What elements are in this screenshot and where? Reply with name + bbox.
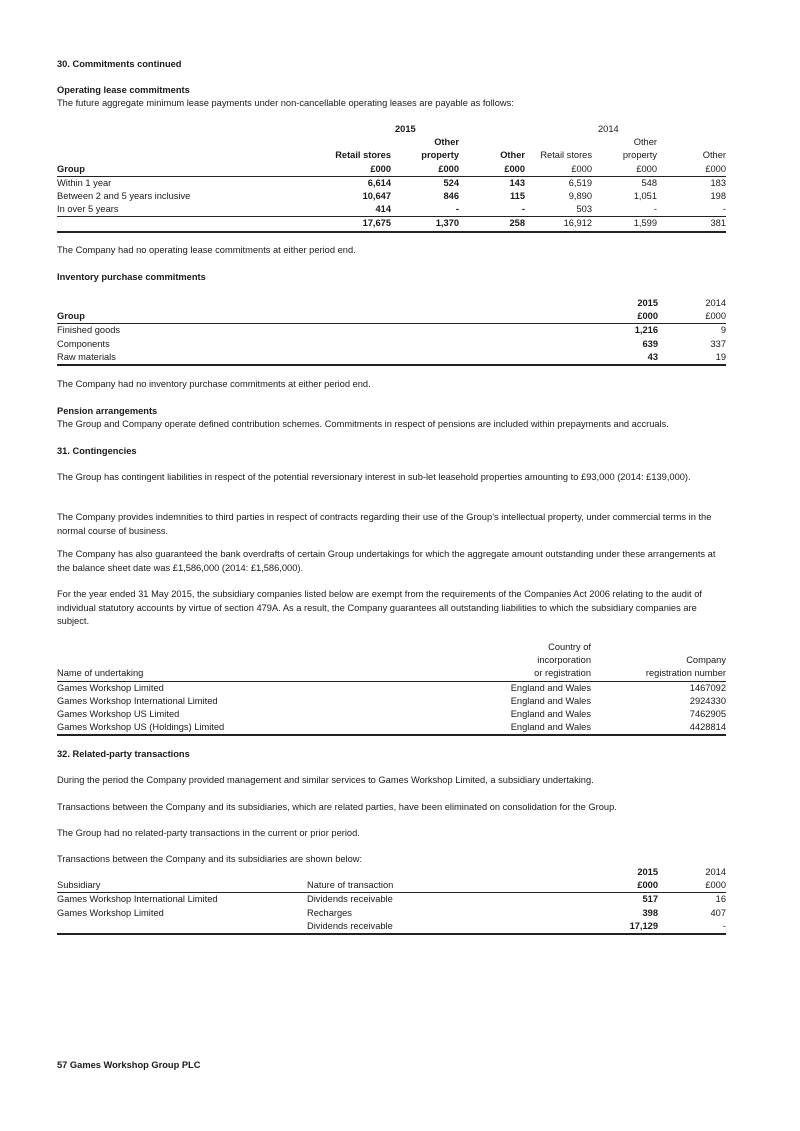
unit-label: £000 xyxy=(592,163,657,177)
cell-value: - xyxy=(653,204,657,215)
table-row xyxy=(57,351,726,365)
row-label: Raw materials xyxy=(57,351,116,362)
col-header: Other xyxy=(633,137,657,148)
contingency-para-3: The Company has also guaranteed the bank overdrafts of certain Group undertakings for which the aggregate amount outstanding under these arrangements at the balance sheet date was £1,586,000 (2014: £1,586,000). xyxy=(57,549,716,573)
cell-value: 17,129 xyxy=(629,920,658,931)
cell-value: 407 xyxy=(710,907,726,918)
year-2015-label: 2015 xyxy=(395,124,416,134)
operating-company-note: The Company had no operating lease commitments at either period end. xyxy=(57,245,356,255)
cell-value: 2924330 xyxy=(689,695,726,706)
cell-value: 183 xyxy=(710,177,726,188)
cell-value: Dividends receivable xyxy=(307,894,393,905)
cell-value: 43 xyxy=(647,351,658,362)
cell-value: - xyxy=(521,204,525,215)
cell-value: 9 xyxy=(720,325,726,336)
note-31-heading: 31. Contingencies xyxy=(57,446,137,456)
contingency-para-1: The Group has contingent liabilities in respect of the potential reversionary interest in sub-let leasehold properties amounting to £93,000 (2014: £139,000). xyxy=(57,472,691,482)
unit-label: £000 xyxy=(459,163,525,177)
row-label: Finished goods xyxy=(57,325,121,336)
table-row xyxy=(57,907,726,920)
col-header: Name of undertaking xyxy=(57,667,477,681)
col-header: or registration xyxy=(477,667,591,681)
note-32-heading: 32. Related-party transactions xyxy=(57,749,190,759)
col-header: Other xyxy=(500,150,525,161)
cell-value: 414 xyxy=(375,204,391,215)
cell-value: Games Workshop Limited xyxy=(57,907,164,918)
cell-value: Dividends receivable xyxy=(307,920,393,931)
unit-label: £000 xyxy=(590,310,658,324)
cell-value: 1467092 xyxy=(689,682,726,693)
table-row xyxy=(57,893,726,907)
col-header: Nature of transaction xyxy=(307,879,590,893)
pension-text: The Group and Company operate defined contribution schemes. Commitments in respect of pensions are included within prepayments and accruals. xyxy=(57,419,669,429)
row-label: Within 1 year xyxy=(57,177,112,188)
cell-value: Games Workshop International Limited xyxy=(57,695,218,706)
col-header: Retail stores xyxy=(335,150,391,161)
cell-value: Recharges xyxy=(307,907,352,918)
inventory-company-note: The Company had no inventory purchase commitments at either period end. xyxy=(57,379,371,389)
col-header: property xyxy=(622,150,657,161)
related-party-table xyxy=(57,866,726,935)
unit-label: £000 xyxy=(391,163,459,177)
total-value: 1,599 xyxy=(592,217,657,232)
cell-value: 7462905 xyxy=(689,709,726,720)
row-label: Components xyxy=(57,338,110,349)
unit-label: £000 xyxy=(289,163,391,177)
cell-value xyxy=(57,920,307,934)
cell-value: Games Workshop International Limited xyxy=(57,894,218,905)
cell-value: 1,051 xyxy=(633,191,657,202)
cell-value: England and Wales xyxy=(510,682,591,693)
col-header: incorporation xyxy=(537,655,591,666)
cell-value: 198 xyxy=(710,191,726,202)
col-header: property xyxy=(421,150,459,161)
year-header: 2015 xyxy=(637,867,658,877)
cell-value: 503 xyxy=(576,204,592,215)
row-label: Group xyxy=(57,310,590,324)
cell-value: 524 xyxy=(443,177,459,188)
cell-value: Games Workshop Limited xyxy=(57,682,164,693)
table-row xyxy=(57,176,726,190)
related-party-para-3: The Group had no related-party transactions in the current or prior period. xyxy=(57,828,360,838)
unit-label: £000 xyxy=(658,879,726,893)
cell-value: 115 xyxy=(510,191,525,202)
table-row xyxy=(57,708,726,721)
table-row xyxy=(57,203,726,217)
col-header: Retail stores xyxy=(540,150,592,161)
col-header: Other xyxy=(434,137,459,148)
inventory-table xyxy=(57,297,726,366)
total-value: 17,675 xyxy=(289,217,391,232)
row-label: Group xyxy=(57,163,289,177)
table-row xyxy=(57,721,726,735)
related-party-para-2: Transactions between the Company and its subsidiaries, which are related parties, have been eliminated on consolidation for the Group. xyxy=(57,802,617,812)
related-party-para-4: Transactions between the Company and its subsidiaries are shown below: xyxy=(57,854,363,864)
col-header: Country of xyxy=(548,642,591,652)
cell-value: - xyxy=(722,920,726,931)
cell-value: 19 xyxy=(715,351,726,362)
cell-value: 639 xyxy=(642,338,658,349)
cell-value: 398 xyxy=(642,907,658,918)
total-value: 258 xyxy=(459,217,525,232)
note-30-heading: 30. Commitments continued xyxy=(57,59,182,69)
cell-value: 846 xyxy=(443,191,459,202)
cell-value: 4428814 xyxy=(689,722,726,733)
cell-value: 143 xyxy=(509,177,525,188)
cell-value: - xyxy=(722,204,726,215)
total-value: 1,370 xyxy=(391,217,459,232)
cell-value: 548 xyxy=(641,177,657,188)
table-row xyxy=(57,190,726,203)
total-value: 381 xyxy=(657,217,726,232)
page-footer: 57 Games Workshop Group PLC xyxy=(57,1060,201,1070)
table-row xyxy=(57,920,726,934)
cell-value: England and Wales xyxy=(510,722,591,733)
row-label: In over 5 years xyxy=(57,204,119,215)
unit-label: £000 xyxy=(658,310,726,324)
cell-value: 16 xyxy=(715,894,726,905)
table-row xyxy=(57,338,726,351)
col-header: registration number xyxy=(591,667,726,681)
cell-value: - xyxy=(455,204,459,215)
related-party-para-1: During the period the Company provided management and similar services to Games Workshop Limited, a subsidiary undertaking. xyxy=(57,775,594,785)
operating-lease-heading: Operating lease commitments xyxy=(57,85,190,95)
cell-value: Games Workshop US (Holdings) Limited xyxy=(57,722,225,733)
year-header: 2014 xyxy=(705,298,726,308)
total-row xyxy=(57,217,726,232)
cell-value: 517 xyxy=(642,894,658,905)
cell-value: 337 xyxy=(710,338,726,349)
cell-value: 6,614 xyxy=(367,177,391,188)
operating-lease-table xyxy=(57,123,726,233)
cell-value: 9,890 xyxy=(568,191,592,202)
col-header: Company xyxy=(686,655,726,666)
table-row xyxy=(57,681,726,695)
year-header: 2015 xyxy=(637,298,658,308)
cell-value: 6,519 xyxy=(568,177,592,188)
row-label: Between 2 and 5 years inclusive xyxy=(57,191,191,202)
cell-value: Games Workshop US Limited xyxy=(57,709,180,720)
table-row xyxy=(57,324,726,338)
unit-label: £000 xyxy=(525,163,592,177)
col-header: Subsidiary xyxy=(57,879,307,893)
inventory-heading: Inventory purchase commitments xyxy=(57,272,206,282)
cell-value: England and Wales xyxy=(510,695,591,706)
cell-value: 10,647 xyxy=(362,191,391,202)
unit-label: £000 xyxy=(657,163,726,177)
table-row xyxy=(57,695,726,708)
col-header: Other xyxy=(702,150,726,161)
year-header: 2014 xyxy=(705,867,726,877)
operating-lease-intro: The future aggregate minimum lease payments under non-cancellable operating leases are payable as follows: xyxy=(57,98,514,108)
pension-heading: Pension arrangements xyxy=(57,406,158,416)
contingency-para-4: For the year ended 31 May 2015, the subsidiary companies listed below are exempt from the requirements of the Companies Act 2006 relating to the audit of individual statutory accounts by virtue of section 479A. As a result, the Company guarantees all outstanding liabilities to which the subsidiary companies are subject. xyxy=(57,589,702,626)
total-value: 16,912 xyxy=(525,217,592,232)
year-2014-label: 2014 xyxy=(598,124,619,134)
unit-label: £000 xyxy=(590,879,658,893)
cell-value: 1,216 xyxy=(634,325,658,336)
subsidiaries-table xyxy=(57,641,726,736)
contingency-para-2: The Company provides indemnities to third parties in respect of contracts regarding their use of the Group’s intellectual property, under commercial terms in the normal course of business. xyxy=(57,512,712,536)
cell-value: England and Wales xyxy=(510,709,591,720)
